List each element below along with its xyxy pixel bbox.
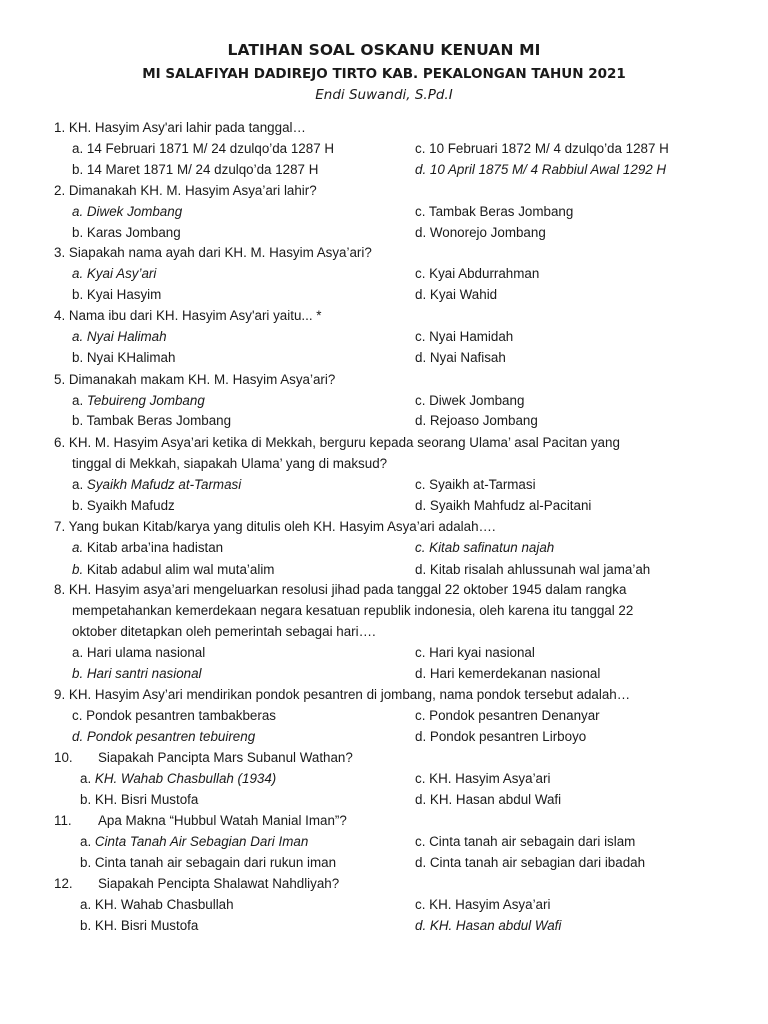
question-1: 1. KH. Hasyim Asy'ari lahir pada tanggal… (54, 120, 306, 135)
q5-option-c: c. Diwek Jombang (415, 393, 525, 408)
q7-option-a-text: Kitab arba’ina hadistan (83, 540, 224, 555)
q1-option-d: d. 10 April 1875 M/ 4 Rabbiul Awal 1292 H (415, 162, 667, 177)
question-8-line-3: oktober ditetapkan oleh pemerintah sebagai hari…. (72, 624, 376, 639)
question-6-line-2: tinggal di Mekkah, siapakah Ulama’ yang di maksud? (72, 456, 388, 471)
q11-option-d: d. Cinta tanah air sebagian dari ibadah (415, 855, 646, 870)
q7-option-b (72, 562, 274, 578)
q7-option-b-text: Kitab adabul alim wal muta’alim (83, 562, 275, 577)
q8-option-b: b. Hari santri nasional (72, 666, 202, 681)
q9-option-d: d. Pondok pesantren Lirboyo (415, 729, 587, 744)
q7-option-a-prefix: a. (72, 540, 84, 555)
q6-option-b: b. Syaikh Mafudz (72, 498, 175, 513)
q4-option-a: a. Nyai Halimah (72, 329, 167, 344)
q10-option-a-prefix: a. (80, 771, 95, 786)
q6-option-a-text: Syaikh Mafudz at-Tarmasi (86, 477, 242, 492)
q10-option-b: b. KH. Bisri Mustofa (80, 792, 199, 807)
q3-option-d: d. Kyai Wahid (415, 287, 498, 302)
document-author: Endi Suwandi, S.Pd.I (315, 87, 453, 103)
q1-option-a: a. 14 Februari 1871 M/ 24 dzulqo’da 1287 H (72, 141, 335, 156)
question-11: Apa Makna “Hubbul Watah Manial Iman”? (98, 813, 347, 828)
question-3: 3. Siapakah nama ayah dari KH. M. Hasyim Asya’ari? (54, 245, 372, 260)
q2-option-c: c. Tambak Beras Jombang (415, 204, 574, 219)
q12-option-b: b. KH. Bisri Mustofa (80, 918, 199, 933)
q9-option-c: c. Pondok pesantren Denanyar (415, 708, 600, 723)
q2-option-a: a. Diwek Jombang (72, 204, 183, 219)
q12-option-a: a. KH. Wahab Chasbullah (80, 897, 234, 912)
document-subtitle: MI SALAFIYAH DADIREJO TIRTO KAB. PEKALONGAN TAHUN 2021 (142, 66, 626, 82)
q10-option-c: c. KH. Hasyim Asya’ari (415, 771, 551, 786)
q7-option-b-prefix: b. (72, 562, 84, 577)
q10-option-d: d. KH. Hasan abdul Wafi (415, 792, 562, 807)
question-2: 2. Dimanakah KH. M. Hasyim Asya’ari lahir? (54, 183, 317, 198)
q5-option-a (72, 393, 205, 409)
q1-option-b: b. 14 Maret 1871 M/ 24 dzulqo’da 1287 H (72, 162, 319, 177)
question-4: 4. Nama ibu dari KH. Hasyim Asy'ari yaitu... * (54, 308, 322, 323)
question-10: Siapakah Pancipta Mars Subanul Wathan? (98, 750, 353, 765)
question-11-number: 11. (54, 813, 72, 828)
q11-option-a-text: Cinta Tanah Air Sebagian Dari Iman (94, 834, 309, 849)
q11-option-a (80, 834, 308, 850)
question-12: Siapakah Pencipta Shalawat Nahdliyah? (98, 876, 340, 891)
q3-option-c: c. Kyai Abdurrahman (415, 266, 540, 281)
q12-option-d: d. KH. Hasan abdul Wafi (415, 918, 562, 933)
question-9: 9. KH. Hasyim Asy’ari mendirikan pondok pesantren di jombang, nama pondok tersebut adalah… (54, 687, 631, 702)
q12-option-c: c. KH. Hasyim Asya’ari (415, 897, 551, 912)
question-10-number: 10. (54, 750, 73, 765)
q3-option-b: b. Kyai Hasyim (72, 287, 162, 302)
document-title: LATIHAN SOAL OSKANU KENUAN MI (227, 41, 541, 59)
q5-option-d: d. Rejoaso Jombang (415, 413, 538, 428)
q2-option-b: b. Karas Jombang (72, 225, 181, 240)
q10-option-a (80, 771, 276, 787)
question-7: 7. Yang bukan Kitab/karya yang ditulis oleh KH. Hasyim Asya’ari adalah…. (54, 519, 496, 534)
question-8-line-1: 8. KH. Hasyim asya’ari mengeluarkan resolusi jihad pada tanggal 22 oktober 1945 dalam rangka (54, 582, 627, 597)
q10-option-a-text: KH. Wahab Chasbullah (1934) (94, 771, 277, 786)
q7-option-c: c. Kitab safinatun najah (415, 540, 555, 555)
q2-option-d: d. Wonorejo Jombang (415, 225, 546, 240)
question-5: 5. Dimanakah makam KH. M. Hasyim Asya’ari? (54, 372, 336, 387)
q8-option-d: d. Hari kemerdekanan nasional (415, 666, 601, 681)
q6-option-a-prefix: a. (72, 477, 87, 492)
question-12-number: 12. (54, 876, 73, 891)
question-8-line-2: mempetahankan kemerdekaan negara kesatuan republik indonesia, oleh karena itu tanggal 22 (72, 603, 634, 618)
q8-option-a: a. Hari ulama nasional (72, 645, 206, 660)
question-6-line-1: 6. KH. M. Hasyim Asya’ari ketika di Mekkah, berguru kepada seorang Ulama’ asal Pacitan yang (54, 435, 620, 450)
q5-option-a-prefix: a. (72, 393, 87, 408)
q6-option-d: d. Syaikh Mahfudz al-Pacitani (415, 498, 592, 513)
q7-option-a (72, 540, 223, 556)
q5-option-a-text: Tebuireng Jombang (86, 393, 205, 408)
q11-option-b: b. Cinta tanah air sebagain dari rukun iman (80, 855, 337, 870)
q6-option-c: c. Syaikh at-Tarmasi (415, 477, 536, 492)
q9-option-b: d. Pondok pesantren tebuireng (72, 729, 256, 744)
q9-option-a: c. Pondok pesantren tambakberas (72, 708, 276, 723)
q6-option-a (72, 477, 241, 493)
q8-option-c: c. Hari kyai nasional (415, 645, 535, 660)
q4-option-b: b. Nyai KHalimah (72, 350, 176, 365)
q11-option-a-prefix: a. (80, 834, 95, 849)
q4-option-c: c. Nyai Hamidah (415, 329, 514, 344)
q7-option-d: d. Kitab risalah ahlussunah wal jama’ah (415, 562, 651, 577)
q5-option-b: b. Tambak Beras Jombang (72, 413, 232, 428)
q1-option-c: c. 10 Februari 1872 M/ 4 dzulqo’da 1287 H (415, 141, 669, 156)
q4-option-d: d. Nyai Nafisah (415, 350, 506, 365)
q11-option-c: c. Cinta tanah air sebagain dari islam (415, 834, 636, 849)
q3-option-a: a. Kyai Asy’ari (72, 266, 157, 281)
